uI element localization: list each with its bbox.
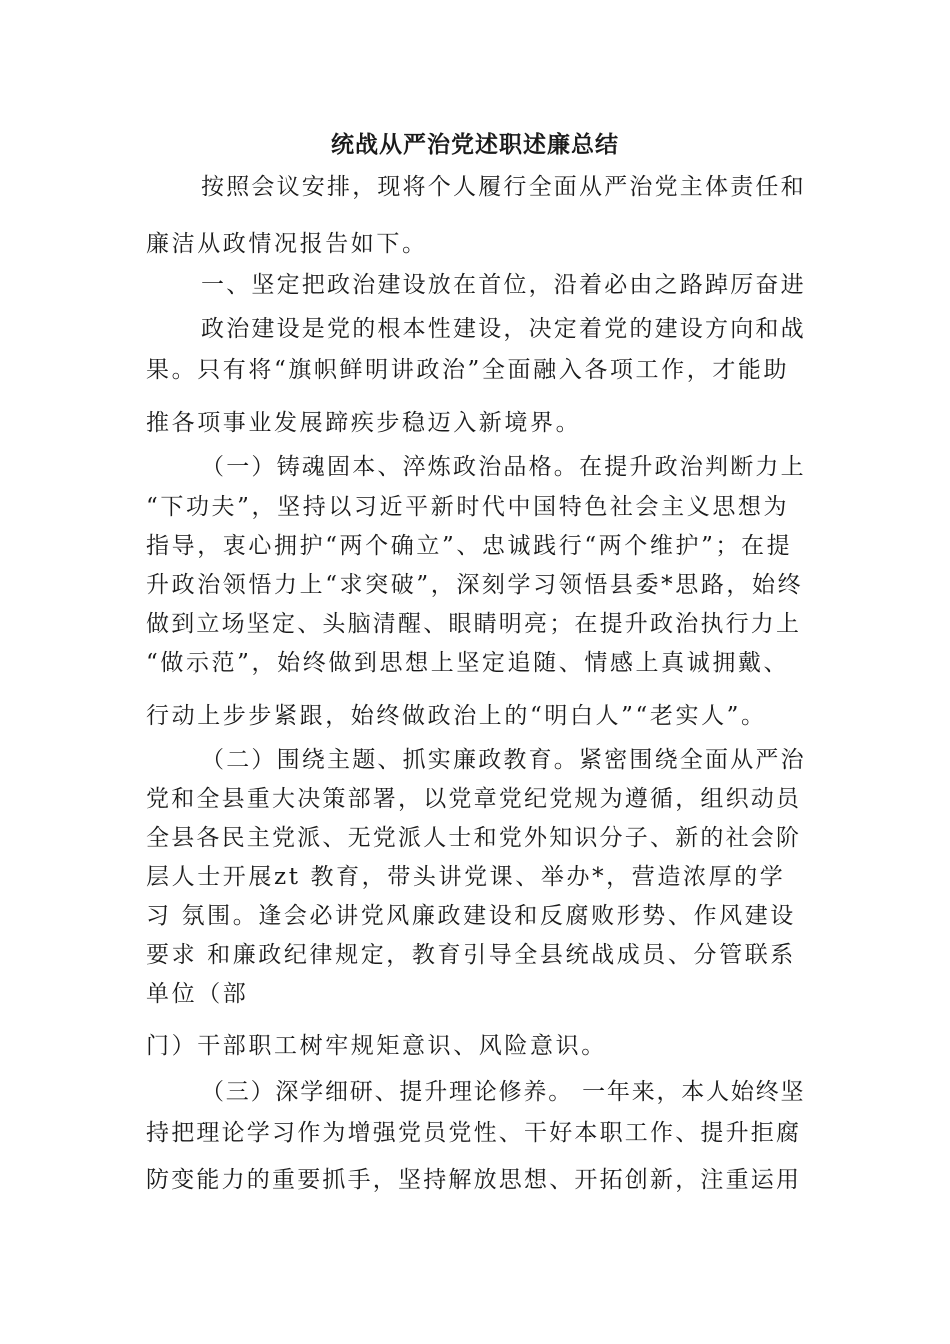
paragraph-line: 防变能力的重要抓手，坚持解放思想、开拓创新，注重运用 xyxy=(146,1167,802,1193)
paragraph-line: 推各项事业发展蹄疾步稳迈入新境界。 xyxy=(146,410,582,436)
paragraph-line: 行动上步步紧跟，始终做政治上的“明白人”“老实人”。 xyxy=(146,703,767,729)
paragraph-line: 果。只有将“旗帜鲜明讲政治”全面融入各项工作，才能助 xyxy=(146,357,790,383)
paragraph-line: “下功夫”，坚持以习近平新时代中国特色社会主义思想为 xyxy=(146,494,790,520)
paragraph-line: 党和全县重大决策部署，以党章党纪党规为遵循，组织动员 xyxy=(146,786,802,812)
paragraph-line: 指导，衷心拥护“两个确立”、忠诚践行“两个维护”；在提 xyxy=(146,533,793,559)
paragraph-line: 单位（部 xyxy=(146,981,249,1007)
paragraph-line: （二）围绕主题、抓实廉政教育。紧密围绕全面从严治 xyxy=(201,747,806,773)
paragraph-line: 门）干部职工树牢规矩意识、风险意识。 xyxy=(146,1033,607,1059)
paragraph-line: “做示范”，始终做到思想上坚定追随、情感上真诚拥戴、 xyxy=(146,650,790,676)
paragraph-line: 升政治领悟力上“求突破”，深刻学习领悟县委*思路，始终 xyxy=(146,572,804,598)
paragraph-line: 要求 和廉政纪律规定，教育引导全县统战成员、分管联系 xyxy=(146,942,796,968)
document-title: 统战从严治党述职述廉总结 xyxy=(331,131,619,158)
paragraph-line: 层人士开展zt 教育，带头讲党课、举办*，营造浓厚的学 xyxy=(146,864,786,890)
paragraph-line: 政治建设是党的根本性建设，决定着党的建设方向和战 xyxy=(201,316,806,342)
paragraph-line: 习 氛围。逢会必讲党风廉政建设和反腐败形势、作风建设 xyxy=(146,903,796,929)
paragraph-line: 持把理论学习作为增强党员党性、干好本职工作、提升拒腐 xyxy=(146,1120,802,1146)
paragraph-line: （一）铸魂固本、淬炼政治品格。在提升政治判断力上 xyxy=(201,454,806,480)
paragraph-line: （三）深学细研、提升理论修养。 一年来，本人始终坚 xyxy=(201,1079,806,1105)
paragraph-line: 按照会议安排，现将个人履行全面从严治党主体责任和 xyxy=(201,174,806,200)
paragraph-line: 全县各民主党派、无党派人士和党外知识分子、新的社会阶 xyxy=(146,825,802,851)
paragraph-line: 做到立场坚定、头脑清醒、眼睛明亮；在提升政治执行力上 xyxy=(146,611,802,637)
section-heading: 一、坚定把政治建设放在首位，沿着必由之路踔厉奋进 xyxy=(201,272,806,298)
paragraph-line: 廉洁从政情况报告如下。 xyxy=(146,231,428,257)
